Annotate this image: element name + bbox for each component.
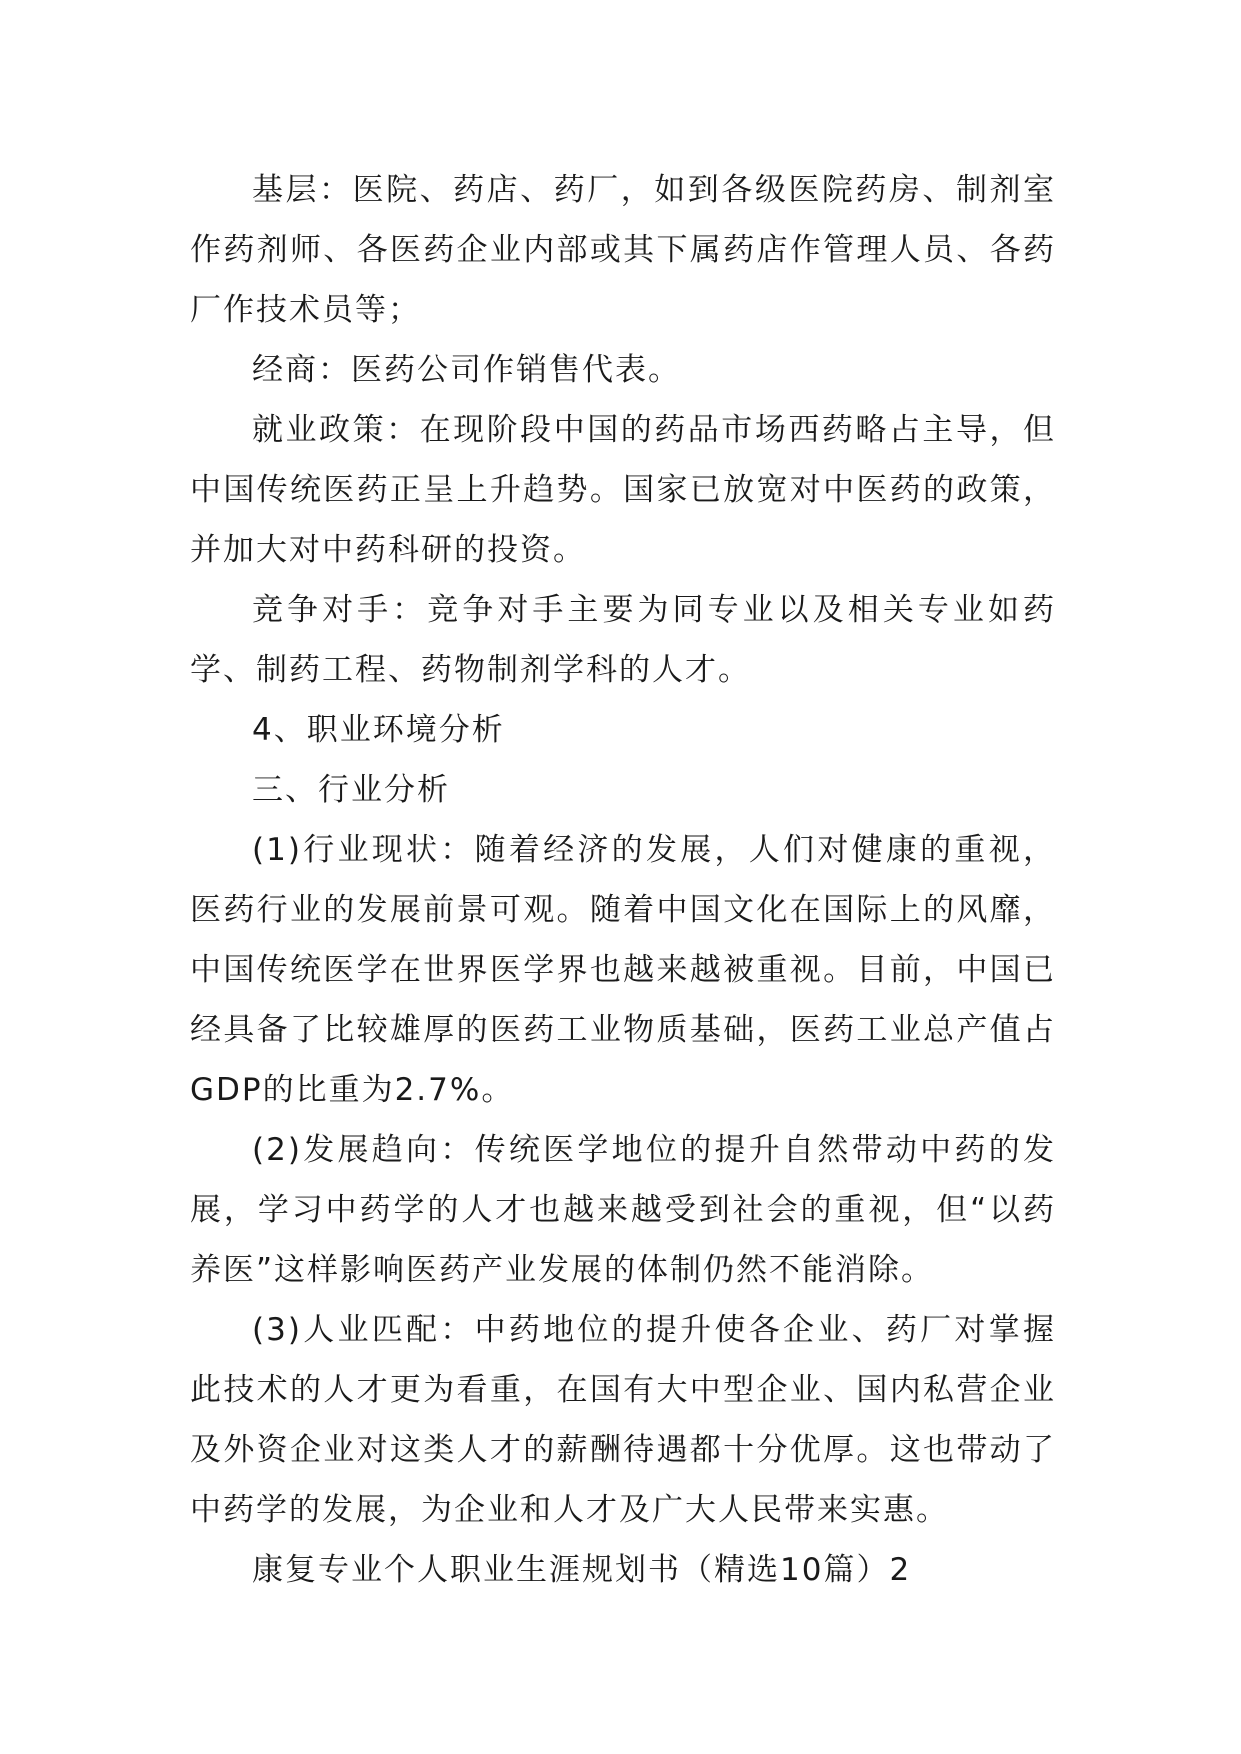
- heading-career-environment: 4、职业环境分析: [252, 712, 505, 748]
- paragraph-person-job-match: (3)人业匹配：中药地位的提升使各企业、药厂对掌握此技术的人才更为看重，在国有大中型企业、国内私营企业及外资企业对这类人才的薪酬待遇都十分优厚。这也带动了中药学的发展，为企业和人才及广大人民带来实惠。: [190, 1312, 1056, 1528]
- paragraph-development-trend: (2)发展趋向：传统医学地位的提升自然带动中药的发展，学习中药学的人才也越来越受到社会的重视，但“以药养医”这样影响医药产业发展的体制仍然不能消除。: [190, 1132, 1056, 1288]
- paragraph-business: 经商：医药公司作销售代表。: [252, 352, 681, 388]
- paragraph-grassroots-jobs: 基层：医院、药店、药厂，如到各级医院药房、制剂室作药剂师、各医药企业内部或其下属药店作管理人员、各药厂作技术员等；: [190, 172, 1056, 328]
- heading-industry-analysis: 三、行业分析: [252, 772, 450, 808]
- next-section-title: 康复专业个人职业生涯规划书（精选10篇）2: [252, 1552, 912, 1588]
- paragraph-competitors: 竞争对手：竞争对手主要为同专业以及相关专业如药学、制药工程、药物制剂学科的人才。: [190, 592, 1056, 688]
- paragraph-industry-status: (1)行业现状：随着经济的发展，人们对健康的重视，医药行业的发展前景可观。随着中国文化在国际上的风靡，中国传统医学在世界医学界也越来越被重视。目前，中国已经具备了比较雄厚的医药工业物质基础，医药工业总产值占GDP的比重为2.7%。: [190, 832, 1056, 1108]
- paragraph-employment-policy: 就业政策：在现阶段中国的药品市场西药略占主导，但中国传统医药正呈上升趋势。国家已放宽对中医药的政策，并加大对中药科研的投资。: [190, 412, 1056, 568]
- document-body: [190, 160, 1056, 1600]
